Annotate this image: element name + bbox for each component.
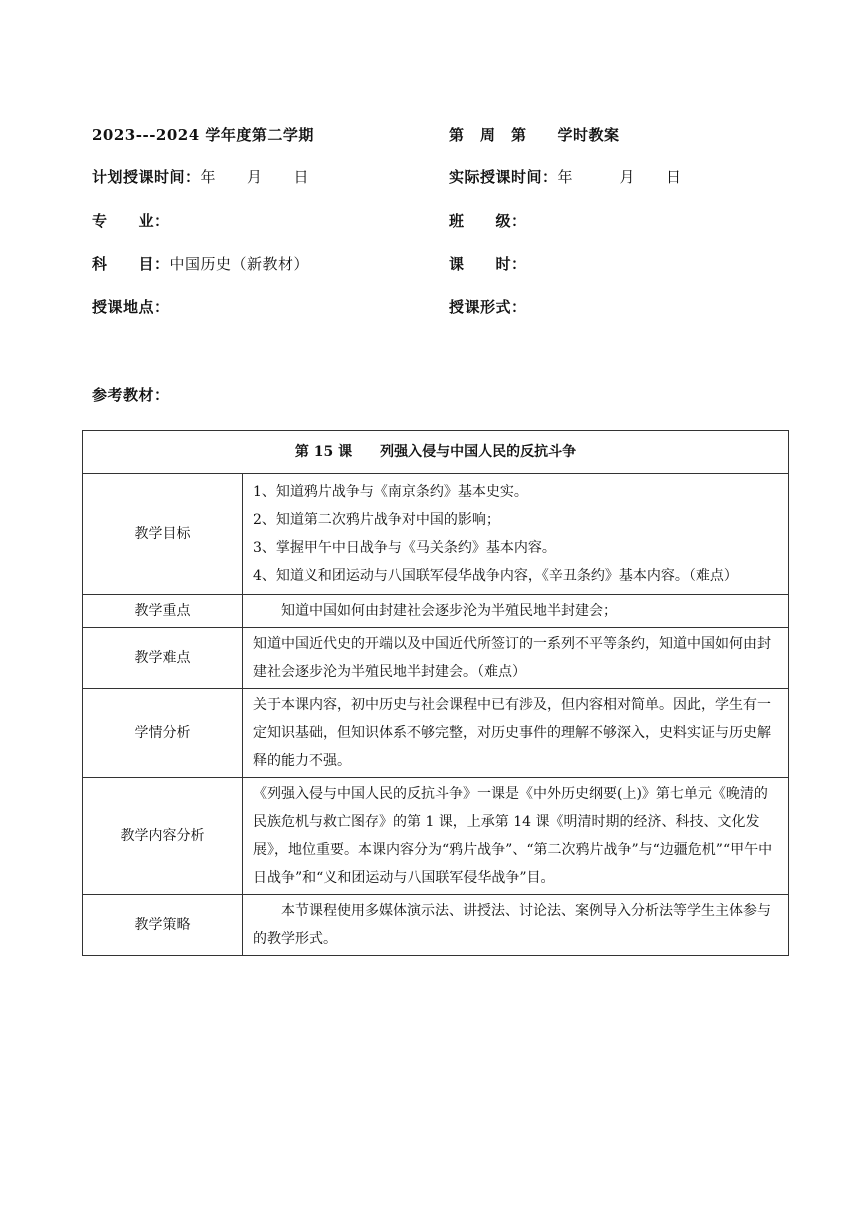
table-row [83, 595, 789, 628]
strategy-label: 教学策略 [83, 895, 243, 956]
table-row [83, 689, 789, 778]
learner-analysis-label: 学情分析 [83, 689, 243, 778]
actual-time-label: 实际授课时间： [449, 168, 558, 186]
objective-item: 1、知道鸦片战争与《南京条约》基本史实。 [253, 484, 528, 500]
difficulties-label: 教学难点 [83, 628, 243, 689]
lesson-title: 第 15 课 列强入侵与中国人民的反抗斗争 [83, 431, 789, 474]
difficulties-text: 知道中国近代史的开端以及中国近代所签订的一系列不平等条约，知道中国如何由封建社会逐步沦为半殖民地半封建会。（难点） [243, 628, 789, 689]
learner-analysis-text: 关于本课内容，初中历史与社会课程中已有涉及，但内容相对简单。因此，学生有一定知识基础，但知识体系不够完整，对历史事件的理解不够深入，史料实证与历史解释的能力不强。 [243, 689, 789, 778]
content-analysis-text: 《列强入侵与中国人民的反抗斗争》一课是《中外历史纲要(上)》第七单元《晚清的民族危机与救亡图存》的第 1 课，上承第 14 课《明清时期的经济、科技、文化发展》，地位重要。本课内容分为“鸦片战争”、“第二次鸦片战争”与“边疆危机”“甲午中日战争”和“义和团运动与八国联军侵华战争”目。 [243, 778, 789, 895]
table-row [83, 778, 789, 895]
subject-label: 科 目： [92, 255, 170, 273]
table-row [83, 431, 789, 474]
planned-time-value: 年 月 日 [200, 168, 310, 186]
form-label: 授课形式： [449, 298, 527, 316]
major-label: 专 业： [92, 212, 170, 230]
week-label: 第 周 第 学时教案 [449, 126, 620, 144]
subject-value: 中国历史（新教材） [169, 255, 310, 273]
strategy-text: 本节课程使用多媒体演示法、讲授法、讨论法、案例导入分析法等学生主体参与的教学形式。 [243, 895, 789, 956]
class-label: 班 级： [449, 212, 527, 230]
planned-time-label: 计划授课时间： [92, 168, 201, 186]
table-row [83, 628, 789, 689]
reference-label: 参考教材： [92, 386, 170, 404]
table-row [83, 895, 789, 956]
planned-time [92, 166, 309, 187]
objective-item: 2、知道第二次鸦片战争对中国的影响； [253, 512, 500, 528]
table-row [83, 474, 789, 595]
objective-item: 4、知道义和团运动与八国联军侵华战争内容，《辛丑条约》基本内容。（难点） [253, 568, 738, 584]
actual-time [449, 166, 682, 187]
key-points-label: 教学重点 [83, 595, 243, 628]
hours-label: 课 时： [449, 255, 527, 273]
key-points-text: 知道中国如何由封建社会逐步沦为半殖民地半封建会； [243, 595, 789, 628]
lesson-plan-table [82, 430, 789, 956]
objectives-label: 教学目标 [83, 474, 243, 595]
actual-time-value: 年 月 日 [557, 168, 682, 186]
subject [92, 253, 309, 274]
objective-item: 3、掌握甲午中日战争与《马关条约》基本内容。 [253, 540, 556, 556]
content-analysis-label: 教学内容分析 [83, 778, 243, 895]
objectives-cell [243, 474, 789, 595]
location-label: 授课地点： [92, 298, 170, 316]
term-label: 2023---2024 学年度第二学期 [92, 126, 314, 144]
